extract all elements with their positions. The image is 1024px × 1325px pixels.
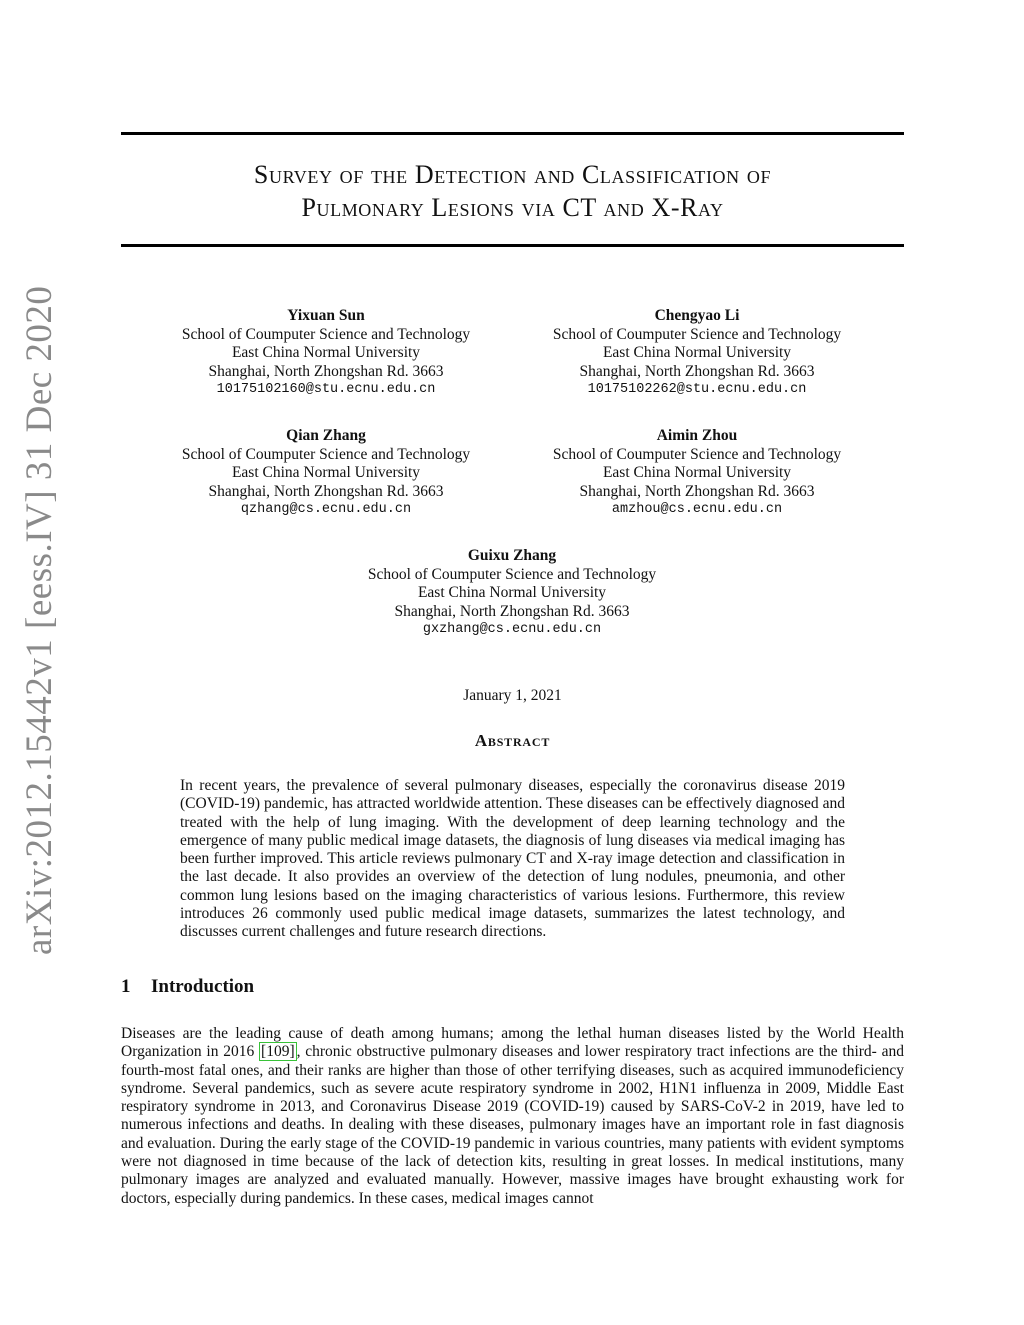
section-title: Introduction: [151, 976, 255, 997]
author-name: Yixuan Sun: [287, 307, 365, 324]
title-line-1: Survey of the Detection and Classification of: [253, 160, 772, 189]
author-email: gxzhang@cs.ecnu.edu.cn: [422, 622, 602, 637]
author-name: Aimin Zhou: [656, 427, 738, 444]
abstract-text: In recent years, the prevalence of several pulmonary diseases, especially the coronavirus disease 2019 (COVID-19) pandemic, has attracted worldwide attention. These diseases can be effectively diagnosed and treated with the help of lung imaging. With the development of deep learning technology and the emergence of many public medical image datasets, the diagnosis of lung diseases via medical imaging has been further improved. This article reviews pulmonary CT and X-ray image detection and classification in the last decade. It also provides an overview of the detection of lung nodules, pneumonia, and other common lung lesions based on the imaging characteristics of various lesions. Furthermore, this review introduces 26 commonly used public medical image datasets, summarizes the latest technology, and discusses current challenges and future research directions.: [180, 777, 845, 941]
author-university: East China Normal University: [602, 464, 792, 481]
author-block: [332, 547, 692, 640]
title-line-2: Pulmonary Lesions via CT and X-Ray: [301, 193, 724, 222]
citation-link[interactable]: [109]: [261, 1043, 295, 1061]
section-heading: [121, 976, 254, 998]
author-address: Shanghai, North Zhongshan Rd. 3663: [579, 362, 815, 380]
author-block: [146, 427, 506, 520]
author-address: Shanghai, North Zhongshan Rd. 3663: [208, 362, 444, 380]
author-department: School of Coumputer Science and Technology: [181, 445, 471, 463]
author-email: 10175102160@stu.ecnu.edu.cn: [216, 382, 436, 397]
intro-text-rest: , chronic obstructive pulmonary diseases and lower respiratory tract infections are the third- and fourth-most fatal ones, and their ranks are higher than those of other terrifying diseases, such as acquired immunodeficiency syndrome. Several pandemics, such as severe acute respiratory syndrome in 2002, H1N1 influenza in 2009, Middle East respiratory syndrome in 2013, and Coronavirus Disease 2019 (COVID-19) caused by SARS-CoV-2 in 2019, have led to numerous infections and deaths. In dealing with these diseases, pulmonary images have an important role in fast diagnosis and evaluation. During the early stage of the COVID-19 pandemic in various countries, many patients with evident symptoms were not diagnosed in time because of the lack of detection kits, resulting in great losses. In medical institutions, many pulmonary images are analyzed and evaluated manually. However, massive images have brought exhausting work for doctors, especially during pandemics. In these cases, medical images cannot: [121, 1043, 904, 1207]
author-email: qzhang@cs.ecnu.edu.cn: [240, 502, 412, 517]
introduction-paragraph: [121, 1025, 904, 1208]
title-bottom-rule: [121, 244, 904, 247]
publication-date: January 1, 2021: [463, 687, 562, 704]
author-address: Shanghai, North Zhongshan Rd. 3663: [579, 482, 815, 500]
author-university: East China Normal University: [602, 344, 792, 361]
author-name: Qian Zhang: [286, 427, 366, 444]
author-name: Guixu Zhang: [467, 547, 557, 564]
title-top-rule: [121, 132, 904, 135]
author-block: [146, 307, 506, 400]
intro-text-start: Diseases are the leading cause of death among humans; among the lethal human diseases listed by the World Health Organization in 2016: [121, 1025, 904, 1061]
author-university: East China Normal University: [417, 584, 607, 601]
author-block: [517, 427, 877, 520]
abstract-heading: Abstract: [474, 731, 551, 750]
author-department: School of Coumputer Science and Technology: [552, 445, 842, 463]
arxiv-identifier: arXiv:2012.15442v1 [eess.IV] 31 Dec 2020: [19, 285, 60, 955]
author-address: Shanghai, North Zhongshan Rd. 3663: [394, 602, 630, 620]
section-number: 1: [121, 976, 131, 997]
paper-title: [121, 158, 904, 224]
author-email: 10175102262@stu.ecnu.edu.cn: [587, 382, 807, 397]
author-block: [517, 307, 877, 400]
author-email: amzhou@cs.ecnu.edu.cn: [611, 502, 783, 517]
author-department: School of Coumputer Science and Technology: [552, 325, 842, 343]
author-university: East China Normal University: [231, 344, 421, 361]
author-address: Shanghai, North Zhongshan Rd. 3663: [208, 482, 444, 500]
author-department: School of Coumputer Science and Technology: [367, 565, 657, 583]
author-name: Chengyao Li: [654, 307, 740, 324]
author-department: School of Coumputer Science and Technology: [181, 325, 471, 343]
author-university: East China Normal University: [231, 464, 421, 481]
